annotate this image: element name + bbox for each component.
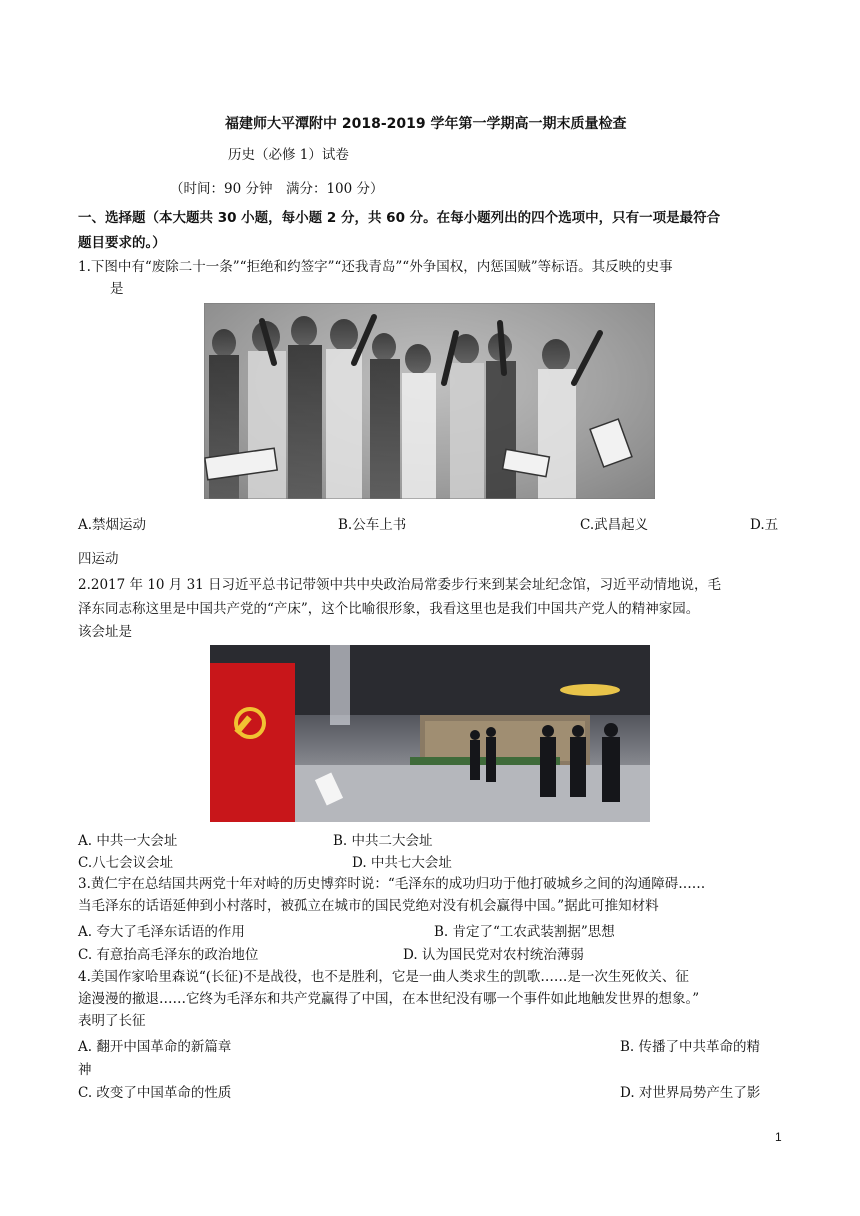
q4-option-b-continued: 神 [78, 1062, 92, 1078]
q2-stem-line1: 2.2017 年 10 月 31 日习近平总书记带领中共中央政治局常委步行来到某会址纪念馆，习近平动情地说，毛 [78, 577, 722, 593]
q1-option-b: B.公车上书 [338, 517, 407, 533]
page-number: 1 [775, 1130, 782, 1144]
q3-option-a: A. 夸大了毛泽东话语的作用 [78, 924, 245, 940]
section-heading-line1: 一、选择题（本大题共 30 小题，每小题 2 分，共 60 分。在每小题列出的四个选项中，只有一项是最符合 [78, 210, 721, 226]
section-heading-line2: 题目要求的。） [78, 235, 166, 251]
q3-option-b: B. 肯定了“工农武装割据”思想 [434, 924, 615, 940]
q4-option-d: D. 对世界局势产生了影 [620, 1085, 761, 1101]
subject-line: 历史（必修 1）试卷 [228, 147, 349, 163]
q2-stem-line3: 该会址是 [78, 624, 132, 640]
q1-stem-line2: 是 [110, 281, 124, 297]
q3-option-d: D. 认为国民党对农村统治薄弱 [403, 947, 584, 963]
q2-stem-line2: 泽东同志称这里是中国共产党的“产床”，这个比喻很形象，我看这里也是我们中国共产党人的精神家园。 [78, 601, 700, 617]
q4-stem-line3: 表明了长征 [78, 1013, 146, 1029]
q1-option-d-continued: 四运动 [78, 551, 119, 567]
exam-title: 福建师大平潭附中 2018-2019 学年第一学期高一期末质量检查 [225, 116, 627, 132]
q1-option-d: D.五 [750, 517, 779, 533]
q3-option-c: C. 有意抬高毛泽东的政治地位 [78, 947, 259, 963]
q2-option-a: A. 中共一大会址 [78, 833, 178, 849]
q1-stem-line1: 1.下图中有“废除二十一条”“拒绝和约签字”“还我青岛”“外争国权，内惩国贼”等标语。其反映的史事 [78, 259, 673, 275]
q2-option-d: D. 中共七大会址 [352, 855, 452, 871]
q2-option-b: B. 中共二大会址 [333, 833, 433, 849]
q2-option-c: C.八七会议会址 [78, 855, 174, 871]
q1-option-c: C.武昌起义 [580, 517, 649, 533]
q4-stem-line2: 途漫漫的撤退……它终为毛泽东和共产党赢得了中国，在本世纪没有哪一个事件如此地触发世界的想象。” [78, 991, 700, 1007]
q4-option-b: B. 传播了中共革命的精 [620, 1039, 761, 1055]
q4-stem-line1: 4.美国作家哈里森说“(长征)不是战役，也不是胜利，它是一曲人类求生的凯歌……是一次生死攸关、征 [78, 969, 689, 985]
memorial-hall-photo-image [210, 645, 650, 822]
exam-meta: （时间：90 分钟 满分：100 分） [170, 181, 384, 197]
q4-option-c: C. 改变了中国革命的性质 [78, 1085, 232, 1101]
q4-option-a: A. 翻开中国革命的新篇章 [78, 1039, 232, 1055]
q3-stem-line1: 3.黄仁宇在总结国共两党十年对峙的历史博弈时说：“毛泽东的成功归功于他打破城乡之间的沟通障碍…… [78, 876, 706, 892]
q3-stem-line2: 当毛泽东的话语延伸到小村落时，被孤立在城市的国民党绝对没有机会赢得中国。”据此可推知材料 [78, 898, 659, 914]
q1-option-a: A.禁烟运动 [78, 517, 147, 533]
may-fourth-protest-sketch-image [204, 303, 655, 499]
